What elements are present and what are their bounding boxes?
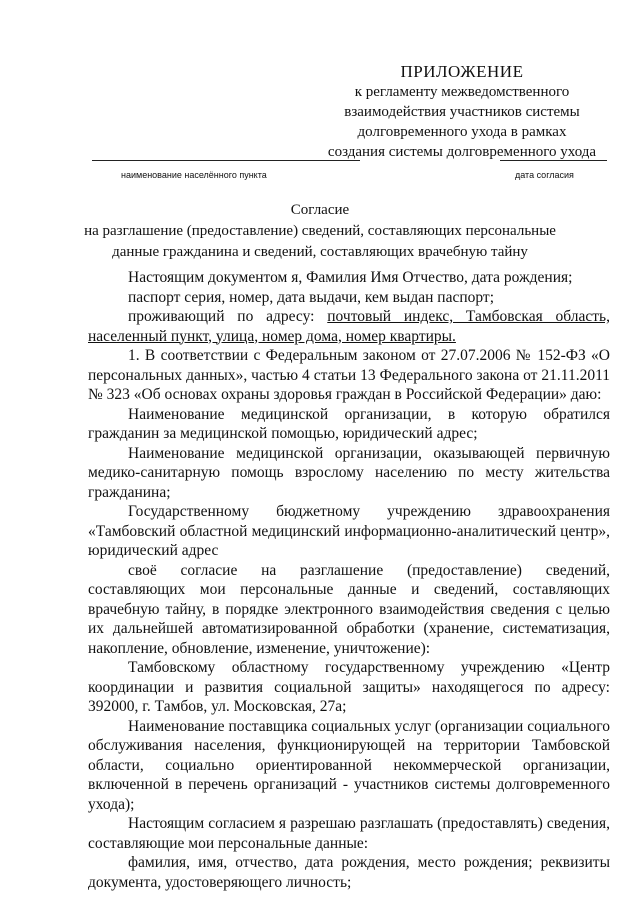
place-signature-line [92,160,360,161]
date-label: дата согласия [515,170,574,180]
paragraph-med-org-2: Наименование медицинской организации, оказывающей первичную медико-санитарную помощь взрослому населению по месту жительства гражданина; [88,444,610,501]
paragraph-consent: своё согласие на разглашение (предоставление) сведений, составляющих мои персональные данные и сведений, составляющих врачебную тайну, в порядке электронного взаимодействия сведения с целью их дальнейшей автоматизированной обработки (хранение, систематизация, накопление, обновление, изменение, уничтожение): [88,561,610,657]
address-underlined: почтовый индекс, Тамбовская область, населенный пункт, улица, номер дома, номер квартиры. [88,308,610,345]
paragraph-identity: Настоящим документом я, Фамилия Имя Отчество, дата рождения; [128,269,573,286]
paragraph-data-list: фамилия, имя, отчество, дата рождения, место рождения; реквизиты документа, удостоверяющего личность; [88,854,610,891]
appendix-line-1: к регламенту межведомственного [354,84,570,100]
paragraph-law-reference: 1. В соответствии с Федеральным законом от 27.07.2006 № 152-ФЗ «О персональных данных», частью 4 статьи 13 Федерального закона от 21.11.2011 № 323 «Об основах охраны здоровья граждан в Российской Федерации» даю: [88,347,610,403]
consent-body [88,268,610,892]
consent-heading: Согласие [290,202,350,218]
appendix-line-3: долговременного ухода в рамках [357,124,567,140]
paragraph-social-center: Тамбовскому областному государственному учреждению «Центр координации и развития социальной защиты» находящегося по адресу: 392000, г. Тамбов, ул. Московская, 27а; [88,659,610,715]
paragraph-permission: Настоящим согласием я разрешаю разглашать (предоставлять) сведения, составляющие мои персональные данные: [88,815,610,852]
appendix-header [312,62,612,162]
appendix-title: ПРИЛОЖЕНИЕ [400,62,524,81]
appendix-line-2: взаимодействия участников системы [344,104,580,120]
consent-subtitle-line-1: на разглашение (предоставление) сведений, составляющих персональные [84,223,556,239]
place-label: наименование населённого пункта [121,170,267,180]
date-signature-line [500,160,607,161]
address-prefix: проживающий по адресу: [128,308,328,325]
paragraph-provider: Наименование поставщика социальных услуг (организации социального обслуживания населения, функционирующей на территории Тамбовской области, социально ориентированной некоммерческой организации, включенной в перечень организаций - участников системы долговременного ухода); [88,717,610,813]
paragraph-passport: паспорт серия, номер, дата выдачи, кем выдан паспорт; [128,288,495,306]
consent-subtitle-line-2: данные гражданина и сведений, составляющих врачебную тайну [112,244,528,260]
paragraph-health-center: Государственному бюджетному учреждению здравоохранения «Тамбовский областной медицинский информационно-аналитический центр», юридический адрес [88,503,610,559]
paragraph-address [88,307,610,346]
paragraph-med-org-1: Наименование медицинской организации, в которую обратился гражданин за медицинской помощью, юридический адрес; [88,405,610,442]
appendix-line-4: создания системы долговременного ухода [327,144,597,160]
consent-title [70,200,570,263]
